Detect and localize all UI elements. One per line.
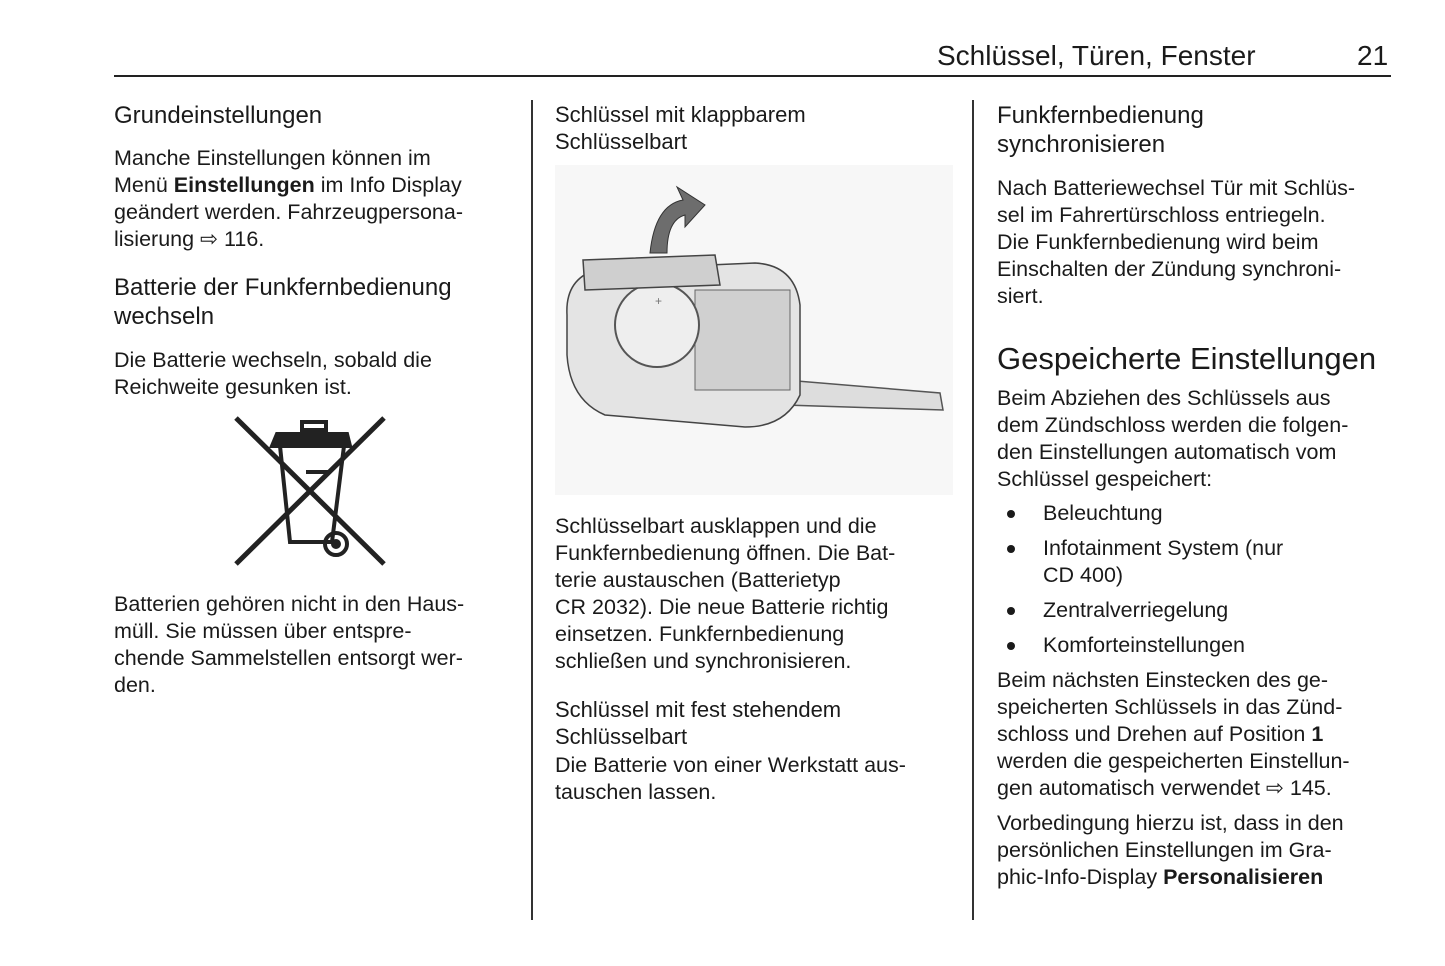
text-segment: siert.	[997, 284, 1044, 308]
paragraph	[555, 513, 955, 675]
text-line	[114, 645, 514, 672]
bold-term: 1	[1311, 722, 1324, 746]
text-line	[555, 567, 955, 594]
text-segment: schließen und synchronisieren.	[555, 649, 852, 673]
text-line	[555, 648, 955, 675]
paragraph	[997, 175, 1397, 310]
text-line	[555, 621, 955, 648]
bullet-text	[1043, 535, 1283, 589]
text-segment: speicherten Schlüssels in das Zünd-	[997, 695, 1343, 719]
text-line	[114, 672, 514, 699]
text-segment: Gespeicherte Einstellungen	[997, 341, 1377, 376]
text-line	[997, 694, 1397, 721]
text-segment: Einschalten der Zündung synchroni-	[997, 257, 1342, 281]
text-segment: synchronisieren	[997, 131, 1166, 158]
text-segment: Schlüssel mit fest stehendem	[555, 697, 842, 722]
bold-term: Einstellungen	[173, 173, 315, 197]
text-segment: Nach Batteriewechsel Tür mit Schlüs-	[997, 176, 1356, 200]
text-line	[114, 172, 514, 199]
bullet-dot-icon	[1007, 510, 1015, 518]
paragraph	[114, 145, 514, 253]
text-segment: CR 2032). Die neue Batterie richtig	[555, 595, 889, 619]
text-segment: Menü	[114, 173, 174, 197]
text-segment: im Info Display	[314, 173, 462, 197]
text-segment: einsetzen. Funkfernbedienung	[555, 622, 845, 646]
text-line	[114, 199, 514, 226]
bold-term: Personalisieren	[1163, 865, 1324, 889]
bullet-text	[1043, 597, 1228, 624]
text-line	[555, 540, 955, 567]
text-line	[114, 618, 514, 645]
text-segment: Funkfernbedienung öffnen. Die Bat-	[555, 541, 896, 565]
page-number: 21	[1357, 40, 1389, 71]
text-segment: Beim nächsten Einstecken des ge-	[997, 668, 1329, 692]
text-line	[114, 273, 514, 302]
text-segment: Grundeinstellungen	[114, 102, 323, 129]
text-line	[997, 283, 1397, 310]
paragraph	[114, 347, 514, 401]
paragraph	[114, 591, 514, 699]
text-segment: wechseln	[114, 303, 215, 330]
bullet-dot-icon	[1007, 607, 1015, 615]
text-segment: Batterie der Funkfernbedienung	[114, 274, 452, 301]
text-segment: Schlüsselbart	[555, 724, 688, 749]
paragraph	[997, 385, 1397, 493]
text-segment: terie austauschen (Batterietyp	[555, 568, 841, 592]
heading-synchronisieren	[997, 101, 1397, 159]
text-line	[997, 837, 1397, 864]
column-divider	[972, 100, 974, 920]
text-line	[555, 128, 955, 155]
text-segment: dem Zündschloss werden die folgen-	[997, 413, 1349, 437]
text-segment: Die Batterie wechseln, sobald die	[114, 348, 432, 372]
text-segment: gen automatisch verwendet ⇨ 145.	[997, 776, 1332, 800]
text-segment: geändert werden. Fahrzeugpersona-	[114, 200, 463, 224]
text-segment: Die Funkfernbedienung wird beim	[997, 230, 1319, 254]
text-line	[555, 513, 955, 540]
text-line	[997, 864, 1397, 891]
header-rule	[114, 75, 1391, 77]
heading-batterie-wechseln	[114, 273, 514, 331]
column-divider	[531, 100, 533, 920]
text-line	[114, 347, 514, 374]
section-title: Schlüssel, Türen, Fenster	[937, 40, 1256, 71]
text-line	[997, 101, 1397, 130]
text-segment: Reichweite gesunken ist.	[114, 375, 352, 399]
text-line	[997, 466, 1397, 493]
paragraph	[997, 667, 1397, 802]
crossed-out-bin-icon	[232, 414, 390, 570]
text-line	[555, 779, 955, 806]
bullet-text	[1043, 500, 1163, 527]
text-line	[114, 145, 514, 172]
text-segment: Die Batterie von einer Werkstatt aus-	[555, 753, 906, 777]
text-line	[997, 412, 1397, 439]
text-line	[997, 229, 1397, 256]
text-line	[114, 302, 514, 331]
paragraph	[997, 810, 1397, 891]
bullet-text	[1043, 632, 1245, 659]
text-segment: den.	[114, 673, 156, 697]
text-segment: Schlüssel mit klappbarem	[555, 102, 806, 127]
text-segment: den Einstellungen automatisch vom	[997, 440, 1337, 464]
text-segment: phic-Info-Display	[997, 865, 1164, 889]
text-line	[997, 748, 1397, 775]
text-segment: Vorbedingung hierzu ist, dass in den	[997, 811, 1344, 835]
text-segment: chende Sammelstellen entsorgt wer-	[114, 646, 463, 670]
text-line	[997, 175, 1397, 202]
text-line	[997, 810, 1397, 837]
heading-klappbarer-schluesselbart	[555, 101, 955, 155]
text-line	[997, 130, 1397, 159]
bullet-dot-icon	[1007, 545, 1015, 553]
text-line	[997, 439, 1397, 466]
text-segment: sel im Fahrertürschloss entriegeln.	[997, 203, 1326, 227]
heading-gespeicherte-einstellungen	[997, 341, 1397, 377]
text-line: CD 400)	[1043, 563, 1124, 587]
text-segment: werden die gespeicherten Einstellun-	[997, 749, 1350, 773]
svg-text:+: +	[655, 294, 663, 308]
text-segment: Schlüsselbart	[555, 129, 688, 154]
text-segment: tauschen lassen.	[555, 780, 717, 804]
text-line: Zentralverriegelung	[1043, 598, 1229, 622]
heading-grundeinstellungen	[114, 101, 514, 130]
text-segment: Batterien gehören nicht in den Haus-	[114, 592, 465, 616]
text-line	[555, 752, 955, 779]
text-line	[555, 723, 955, 750]
text-line	[114, 374, 514, 401]
text-segment: Beim Abziehen des Schlüssels aus	[997, 386, 1331, 410]
text-line	[555, 594, 955, 621]
text-segment: müll. Sie müssen über entspre-	[114, 619, 412, 643]
heading-fest-stehender-schluesselbart	[555, 696, 955, 750]
text-line	[555, 696, 955, 723]
text-line: Beleuchtung	[1043, 501, 1163, 525]
text-segment: lisierung ⇨ 116.	[114, 227, 265, 251]
text-line	[114, 101, 514, 130]
text-line	[997, 721, 1397, 748]
text-line	[997, 385, 1397, 412]
text-segment: Funkfernbedienung	[997, 102, 1204, 129]
text-segment: Schlüsselbart ausklappen und die	[555, 514, 877, 538]
text-segment: Manche Einstellungen können im	[114, 146, 431, 170]
text-line	[997, 202, 1397, 229]
text-line: Komforteinstellungen	[1043, 633, 1245, 657]
paragraph	[555, 752, 955, 806]
text-segment: persönlichen Einstellungen im Gra-	[997, 838, 1332, 862]
text-line	[555, 101, 955, 128]
key-battery-illustration	[555, 165, 953, 495]
text-line	[997, 256, 1397, 283]
text-line	[997, 667, 1397, 694]
text-line	[997, 775, 1397, 802]
text-line: Infotainment System (nur	[1043, 536, 1284, 560]
text-segment: schloss und Drehen auf Position	[997, 722, 1312, 746]
text-line	[114, 226, 514, 253]
text-segment: Schlüssel gespeichert:	[997, 467, 1213, 491]
bullet-dot-icon	[1007, 642, 1015, 650]
text-line	[114, 591, 514, 618]
text-line	[997, 341, 1376, 376]
